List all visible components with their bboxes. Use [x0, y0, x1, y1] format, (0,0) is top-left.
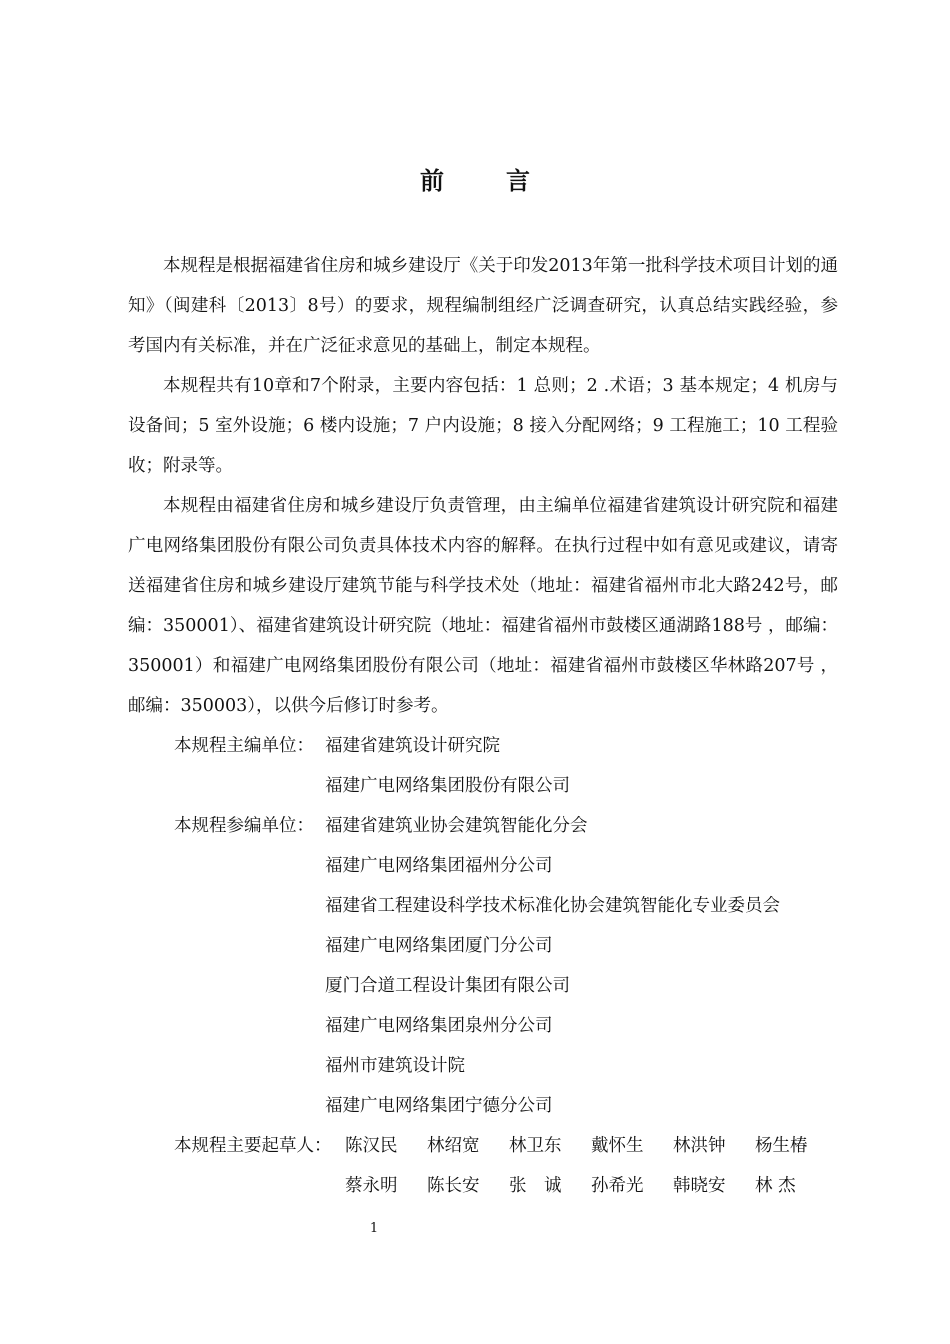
unit-row: [128, 886, 838, 926]
participating-unit-item: 福建广电网络集团福州分公司: [325, 856, 553, 876]
unit-row: [128, 1046, 838, 1086]
paragraph-contents: 本规程共有10章和7个附录，主要内容包括：1 总则；2 .术语；3 基本规定；4 机房与设备间；5 室外设施；6 楼内设施；7 户内设施；8 接入分配网络；9 工程施工；10 工程验收；附录等。: [128, 376, 838, 476]
drafter-name: 林绍宽: [427, 1136, 480, 1156]
unit-row: [128, 766, 838, 806]
drafter-name: 林 杰: [755, 1176, 796, 1196]
chief-units: [128, 726, 838, 806]
unit-row: [128, 1086, 838, 1126]
drafter-name: 林洪钟: [673, 1136, 726, 1156]
unit-row: [128, 966, 838, 1006]
preface-body: [128, 246, 838, 1206]
drafters-row: [128, 1166, 838, 1206]
participating-units-label: 本规程参编单位：: [174, 816, 314, 836]
chief-unit-item: 福建省建筑设计研究院: [325, 736, 500, 756]
unit-row: [128, 846, 838, 886]
page-title: [0, 163, 950, 199]
drafter-name: 张 诚: [509, 1176, 562, 1196]
drafter-name: 孙希光: [591, 1176, 644, 1196]
participating-units: [128, 806, 838, 1126]
paragraph-management: 本规程由福建省住房和城乡建设厅负责管理，由主编单位福建省建筑设计研究院和福建广电网络集团股份有限公司负责具体技术内容的解释。在执行过程中如有意见或建议，请寄送福建省住房和城乡建设厅建筑节能与科学技术处（地址：福建省福州市北大路242号，邮编：350001）、福建省建筑设计研究院（地址：福建省福州市鼓楼区通湖路188号 ，邮编：350001）和福建广电网络集团股份有限公司（地址：福建省福州市鼓楼区华林路207号 ，邮编：350003），以供今后修订时参考。: [128, 496, 838, 716]
chief-unit-item: 福建广电网络集团股份有限公司: [325, 776, 570, 796]
drafters: [128, 1126, 838, 1206]
drafter-name: 陈汉民: [345, 1136, 398, 1156]
participating-unit-item: 福建省建筑业协会建筑智能化分会: [325, 816, 588, 836]
title-char-2: 言: [506, 166, 530, 195]
participating-unit-item: 厦门合道工程设计集团有限公司: [325, 976, 570, 996]
page-number: 1: [369, 1221, 379, 1236]
drafter-name: 韩晓安: [673, 1176, 726, 1196]
drafter-name: 杨生椿: [755, 1136, 808, 1156]
drafter-name: 林卫东: [509, 1136, 562, 1156]
unit-row: [128, 926, 838, 966]
participating-unit-item: 福州市建筑设计院: [325, 1056, 465, 1076]
unit-row: [128, 726, 838, 766]
drafter-name: 戴怀生: [591, 1136, 644, 1156]
title-char-1: 前: [420, 166, 444, 195]
paragraph-basis: 本规程是根据福建省住房和城乡建设厅《关于印发2013年第一批科学技术项目计划的通知》（闽建科〔2013〕8号）的要求，规程编制组经广泛调查研究，认真总结实践经验，参考国内有关标准，并在广泛征求意见的基础上，制定本规程。: [128, 256, 838, 356]
drafters-row: [128, 1126, 838, 1166]
unit-row: [128, 806, 838, 846]
unit-row: [128, 1006, 838, 1046]
drafter-name: 蔡永明: [345, 1176, 398, 1196]
drafters-label: 本规程主要起草人：: [174, 1136, 332, 1156]
participating-unit-item: 福建广电网络集团厦门分公司: [325, 936, 553, 956]
participating-unit-item: 福建广电网络集团宁德分公司: [325, 1096, 553, 1116]
participating-unit-item: 福建省工程建设科学技术标准化协会建筑智能化专业委员会: [325, 896, 780, 916]
participating-unit-item: 福建广电网络集团泉州分公司: [325, 1016, 553, 1036]
chief-units-label: 本规程主编单位：: [174, 736, 314, 756]
drafter-name: 陈长安: [427, 1176, 480, 1196]
